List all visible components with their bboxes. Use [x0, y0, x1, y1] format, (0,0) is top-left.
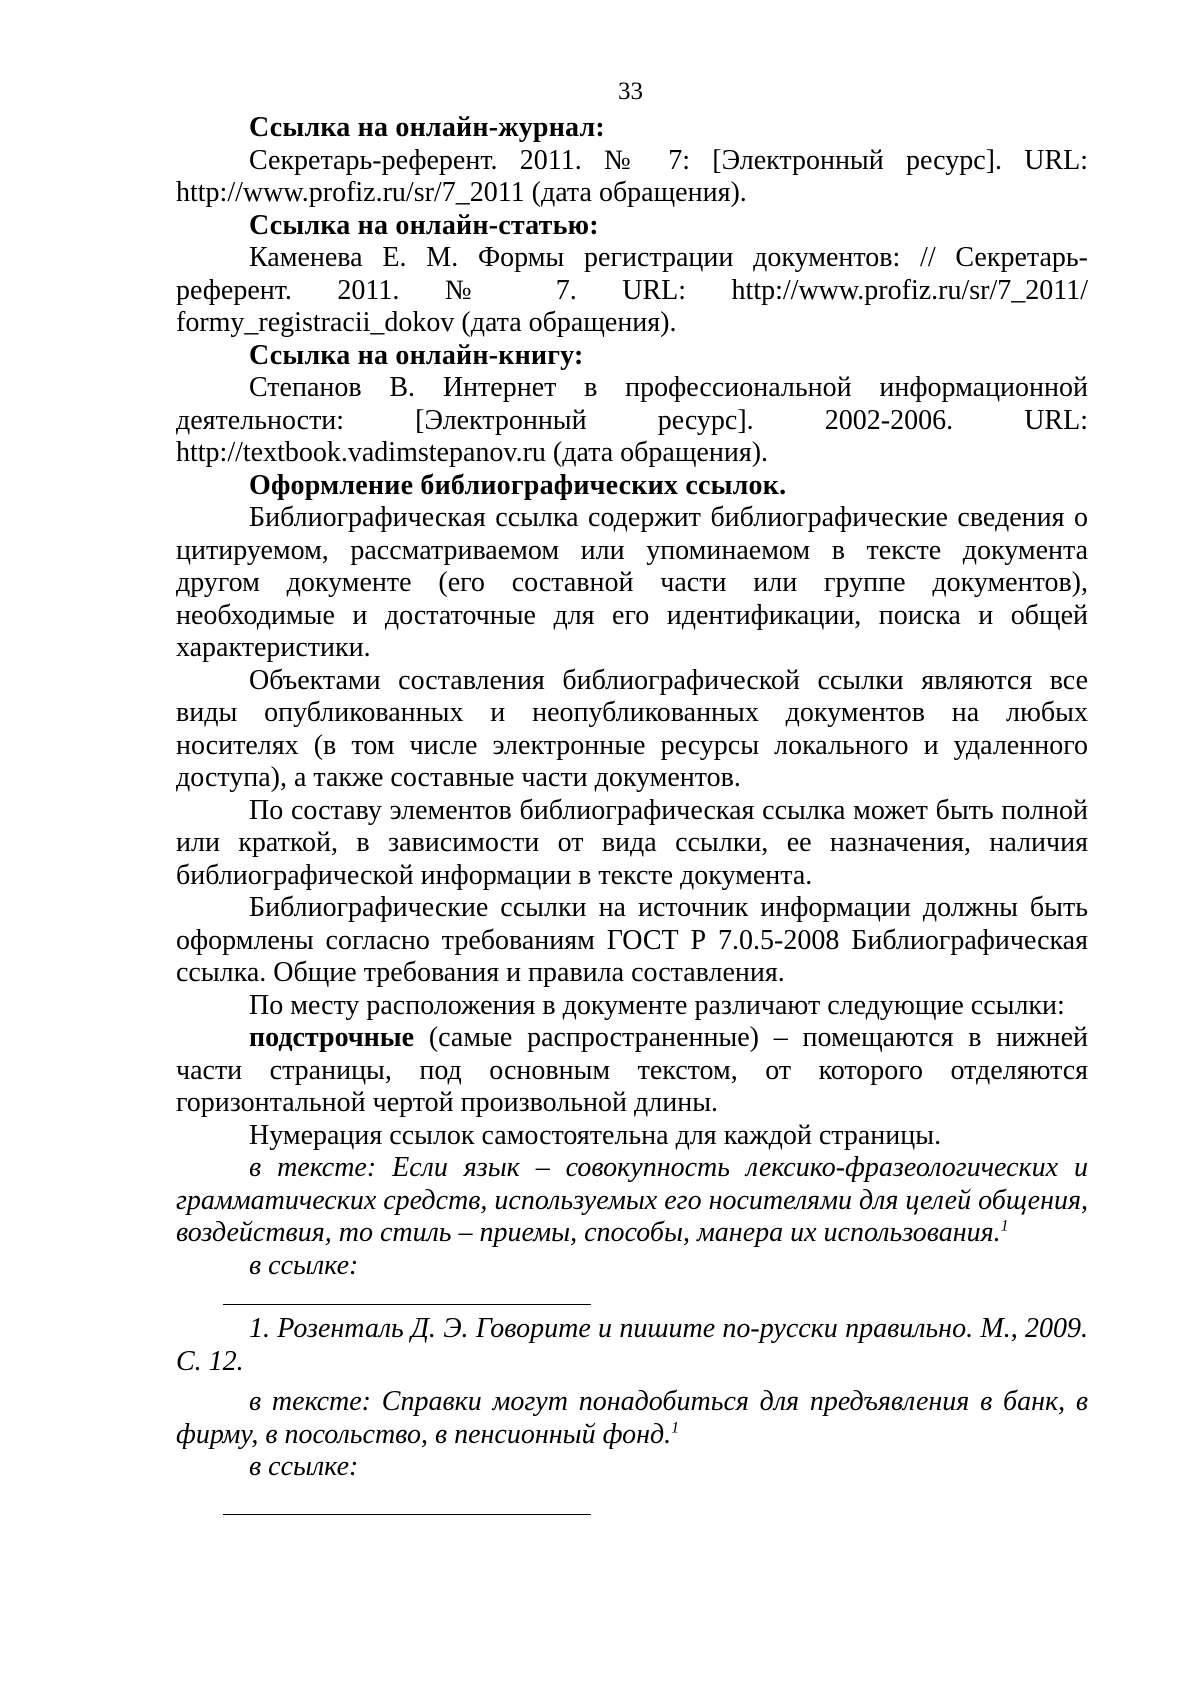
paragraph-definition: Библиографическая ссылка содержит библиографические сведения о цитируемом, рассматриваемом или упоминаемом в тексте документа другом документе (его составной части или группе документов), необходимые и достаточные для его идентификации, поиска и общей характеристики. [176, 502, 1088, 663]
article-reference: Каменева Е. М. Формы регистрации документов: // Секретарь-референт. 2011. № 7. URL: http://www.profiz.ru/sr/7_2011/ formy_registracii_dokov (дата обращения). [176, 242, 1088, 338]
paragraph-objects: Объектами составления библиографической ссылки являются все виды опубликованных и неопубликованных документов на любых носителях (в том числе электронные ресурсы локального и удаленного доступа), а также составные части документов. [176, 664, 1088, 793]
example2-body: в тексте: Справки могут понадобиться для предъявления в банк, в фирму, в посольство, в пенсионный фонд. [176, 1386, 1088, 1450]
paragraph-footnotes [176, 1022, 1088, 1120]
example1-footnote: 1. Розенталь Д. Э. Говорите и пишите по-русски правильно. М., 2009. С. 12. [176, 1313, 1088, 1377]
paragraph-composition: По составу элементов библиографическая ссылка может быть полной или краткой, в зависимости от вида ссылки, ее назначения, наличия библиографической информации в тексте документа. [176, 794, 1088, 891]
journal-reference: Секретарь-референт. 2011. № 7: [Электронный ресурс]. URL: http://www.profiz.ru/sr/7_2011 (дата обращения). [176, 144, 1088, 208]
article-heading: Ссылка на онлайн-статью: [249, 209, 599, 241]
example2-text [176, 1386, 1088, 1451]
footnote-description: (самые распространенные) – помещаются в нижней части страницы, под основным текстом, от которого отделяются горизонтальной чертой произвольной длины. [176, 1022, 1088, 1118]
journal-heading: Ссылка на онлайн-журнал: [249, 112, 605, 143]
page-content [176, 112, 1088, 1515]
example1-text [176, 1152, 1088, 1250]
footnote-term: подстрочные [249, 1022, 415, 1053]
example2-ref-label: в ссылке: [249, 1451, 359, 1482]
example1-sup: 1 [1000, 1217, 1009, 1235]
page-number: 33 [618, 78, 643, 105]
footnote-separator-2 [223, 1514, 591, 1515]
paragraph-numbering: Нумерация ссылок самостоятельна для каждой страницы. [249, 1119, 942, 1151]
example1-body: в тексте: Если язык – совокупность лексико-фразеологических и грамматических средств, используемых его носителями для целей общения, воздействия, то стиль – приемы, способы, манера их использования. [176, 1152, 1088, 1248]
example1-ref-label: в ссылке: [249, 1249, 359, 1281]
format-heading: Оформление библиографических ссылок. [249, 469, 787, 501]
paragraph-location: По месту расположения в документе различают следующие ссылки: [249, 989, 1065, 1021]
book-reference: Степанов В. Интернет в профессиональной информационной деятельности: [Электронный ресурс]. 2002-2006. URL: http://textbook.vadimstepanov.ru (дата обращения). [176, 372, 1088, 468]
book-heading: Ссылка на онлайн-книгу: [249, 339, 584, 371]
paragraph-gost: Библиографические ссылки на источник информации должны быть оформлены согласно требованиям ГОСТ Р 7.0.5-2008 Библиографическая ссылка. Общие требования и правила составления. [176, 892, 1088, 988]
example2-sup: 1 [671, 1419, 680, 1437]
